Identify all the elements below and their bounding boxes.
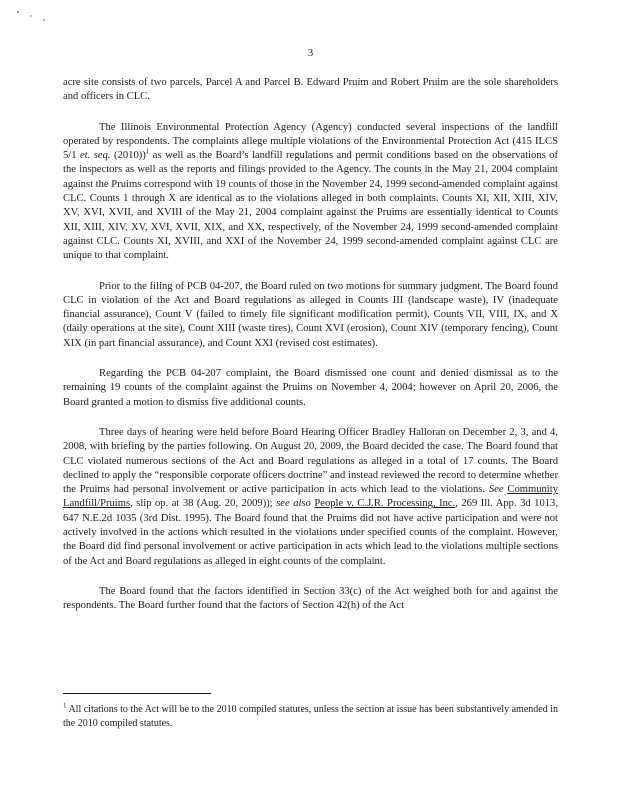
footnote (63, 703, 558, 730)
paragraph-2-text-c: as well as the Board’s landfill regulations and permit conditions based on the observations of the inspectors as well as the reports and filings provided to the Agency. The counts in the May 21, 2004 complaint against the Pruims correspond with 19 counts of those in the November 24, 1999 second-amended complaint against CLC. Counts 1 through X are identical as to the violations alleged in both complaints. Counts XI, XII, XIII, XIV, XV, XVI, XVII, and XVIII of the May 21, 2004 complaint against the Pruims are essentially identical to Counts XII, XIII, XIV, XV, XVI, XVII, XIX, and XX, respectively, of the November 24, 1999 second-amended complaint against CLC. Counts XI, XVIII, and XXI of the November 24, 1999 second-amended complaint against CLC are unique to that complaint. (63, 150, 558, 262)
et-seq-citation: et. seq. (80, 150, 111, 162)
footnote-reference: 1 (145, 147, 150, 156)
see-signal: See (488, 484, 504, 496)
footnote-divider (63, 693, 211, 694)
paragraph-5-text-b: , slip op. at 38 (Aug. 20, 2009)); (130, 498, 277, 510)
body-text (63, 76, 558, 630)
footnote-text: All citations to the Act will be to the 2010 compiled statutes, unless the section at issue has been substantively amended in the 2010 compiled statutes. (63, 704, 558, 729)
footnote-mark: 1 (63, 701, 67, 710)
paragraph-3: Prior to the filing of PCB 04-207, the Board ruled on two motions for summary judgment. The Board found CLC in violation of the Act and Board regulations as alleged in Counts III (landscape waste), IV (inadequate financial assurance), Count V (failed to timely file significant modification permit), Counts VII, VIII, IX, and X (daily operations at the site), Count XIII (waste tires), Count XVI (erosion), Count XIV (temporary fencing), Count XIX (in part financial assurance), and Count XXI (revised cost estimates). (63, 280, 558, 349)
paragraph-5-text-a: Three days of hearing were held before Board Hearing Officer Bradley Halloran on December 2, 3, and 4, 2008, with briefing by the parties following. On August 20, 2009, the Board decided the case. The Board found that CLC violated numerous sections of the Act and Board regulations as alleged in a total of 17 counts. The Board declined to apply the “responsible corporate officers doctrine” and instead reviewed the record to determine whether the Pruims had personal involvement or active participation in acts which lead to the violations. (63, 426, 558, 496)
case-citation-community-landfill: Community Landfill/Pruims (63, 484, 558, 510)
paragraph-5 (63, 426, 558, 569)
paragraph-5-text-c: , 269 Ill. App. 3d 1013, 647 N.E.2d 1035 (3rd Dist. 1995). The Board found that the Pruims did not have active participation and were not actively involved in the actions which resulted in the violations under specified counts of the complaint. However, the Board did find personal involvement or active participation in acts which lead to the violations multiple sections of the Act and Board regulations as alleged in eight counts of the complaint. (63, 498, 558, 567)
paragraph-2-text-a: The Illinois Environmental Protection Agency (Agency) conducted several inspections of the landfill operated by respondents. The complaints allege multiple violations of the Environmental Protection Act (415 ILCS 5/1 (63, 121, 558, 162)
paragraph-4: Regarding the PCB 04-207 complaint, the Board dismissed one count and denied dismissal as to the remaining 19 counts of the complaint against the Pruims on November 4, 2004; however on April 20, 2006, the Board granted a motion to dismiss five additional counts. (63, 368, 558, 408)
see-also-signal: see also (276, 498, 311, 510)
case-citation-cjr-processing: People v. C.J.R. Processing, Inc. (314, 498, 456, 510)
page-number: 3 (307, 47, 314, 59)
paragraph-1: acre site consists of two parcels, Parcel A and Parcel B. Edward Pruim and Robert Pruim are the sole shareholders and officers in CLC. (63, 77, 558, 103)
paragraph-2 (63, 121, 558, 264)
paragraph-2-text-b: (2010)) (110, 150, 146, 162)
paragraph-6: The Board found that the factors identified in Section 33(c) of the Act weighed both for and against the respondents. The Board further found that the factors of Section 42(h) of the Act (63, 585, 558, 612)
